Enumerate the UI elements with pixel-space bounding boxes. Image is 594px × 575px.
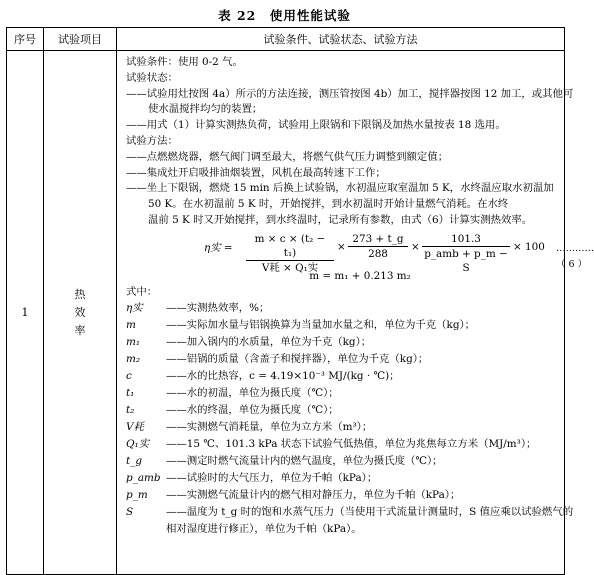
header-row (7, 28, 565, 51)
definition-text: ——实测热效率，%； (166, 302, 270, 315)
status-line: ——试验用灶按图 4a）所示的方法连接，测压管按图 4b）加工，搅拌器按图 12 加工，或其他可 (126, 87, 574, 100)
definition-symbol: p_m (126, 489, 148, 502)
definition-text: ——水的比热容，c = 4.19×10⁻³ MJ/(kg · ℃)； (166, 370, 400, 383)
fraction-numerator: 101.3 (422, 232, 510, 247)
definition-symbol: η实 (126, 302, 143, 315)
method-line: ——点燃燃烧器，燃气阀门调至最大，将燃气供气压力调整到额定值； (126, 150, 449, 163)
definition-text: ——水的终温，单位为摄氏度（℃）； (166, 404, 339, 417)
symbol-definitions (126, 300, 574, 538)
definition-text: ——测定时燃气流量计内的燃气温度，单位为摄氏度（℃）； (166, 455, 443, 468)
definition-item (126, 470, 560, 487)
definition-item (126, 317, 560, 334)
fraction-numerator: m × c × (t₂ − t₁) (246, 232, 334, 261)
status-line: 使水温搅拌均匀的装置； (148, 103, 263, 116)
header-no: 序号 (7, 28, 44, 51)
table-row (7, 51, 565, 575)
definition-symbol: c (126, 370, 132, 383)
method-label: 试验方法： (126, 134, 178, 147)
definition-item (126, 385, 560, 402)
method-line: ——坐上下限锅，燃烧 15 min 后换上试验锅，水初温应取室温加 5 K，水终温应取水初温加 (126, 182, 554, 195)
definition-symbol: m₂ (126, 353, 141, 366)
formula-tail: × 100 (513, 240, 545, 253)
status-line: ——用式（1）计算实测热负荷，试验用上限锅和下限锅及加热水量按表 18 选用。 (126, 119, 506, 132)
row-number: 1 (7, 51, 44, 575)
definition-item (126, 334, 560, 351)
conditions-text: 试验条件：使用 0-2 气。 (126, 56, 243, 68)
definition-item (126, 351, 560, 368)
row-content (117, 51, 594, 575)
definition-item (126, 300, 560, 317)
definition-symbol: S (126, 506, 134, 519)
fraction-numerator: 273 + t_g (348, 232, 408, 247)
method-line: 温前 5 K 时又开始搅拌，到水终温时，记录所有参数，由式（6）计算实测热效率。 (148, 213, 533, 226)
definition-text: ——实测燃气流量计内的燃气相对静压力，单位为千帕（kPa）； (166, 489, 461, 502)
definition-symbol: t₁ (126, 387, 135, 400)
definition-symbol: t_g (126, 455, 143, 468)
item-char: 热 (74, 287, 86, 301)
formula-fraction-2 (348, 232, 408, 261)
definition-symbol: m (126, 319, 136, 332)
definition-item (126, 521, 560, 538)
times-sign: × (411, 240, 420, 253)
definition-item (126, 504, 574, 521)
fraction-denominator: 288 (368, 247, 388, 260)
mass-formula: m = m₁ + 0.213 m₂ (309, 269, 411, 282)
definition-text: ——实测燃气消耗量，单位为立方米（m³）； (166, 421, 373, 434)
definition-text: ——加入锅内的水质量，单位为千克（kg）； (166, 336, 372, 349)
definition-text: ——实际加水量与铝锅换算为当量加水量之和，单位为千克（kg）； (166, 319, 476, 332)
header-item: 试验项目 (44, 28, 117, 51)
definition-symbol: V耗 (126, 421, 144, 434)
definition-symbol: p_amb (126, 472, 161, 485)
item-char: 率 (74, 323, 86, 337)
definition-text: ——温度为 t_g 时的饱和水蒸气压力（当使用干式流量计测量时，S 值应乘以试验燃气的 (166, 506, 574, 519)
method-line: ——集成灶开启吸排油烟装置，风机在最高转速下工作； (126, 166, 386, 179)
definition-text: ——水的初温，单位为摄氏度（℃）； (166, 387, 339, 400)
status-label: 试验状态： (126, 71, 178, 84)
definition-text: 相对湿度进行修正），单位为千帕（kPa）。 (166, 523, 362, 536)
where-label: 式中： (126, 285, 158, 298)
row-item (44, 51, 117, 575)
method-line: 50 K。在水初温前 5 K 时，开始搅拌，到水初温时开始计量燃气消耗。在水终 (148, 198, 509, 211)
definition-item (126, 436, 560, 453)
equation-number: …………（ 6 ） (556, 242, 594, 270)
header-content: 试验条件、试验状态、试验方法 (117, 28, 565, 51)
performance-test-table (6, 27, 594, 575)
definition-item (126, 487, 560, 504)
definition-item (126, 419, 560, 436)
definition-text: ——15 ℃、101.3 kPa 状态下试验气低热值，单位为兆焦每立方米（MJ/m³）； (166, 438, 537, 451)
formula-eta: η实 = (204, 241, 233, 254)
fraction-denominator: p_amb + p_m − S (424, 247, 508, 274)
definition-item (126, 402, 560, 419)
definition-text: ——铝锅的质量（含盖子和搅拌器），单位为千克（kg）； (166, 353, 429, 366)
definition-item (126, 368, 560, 385)
definition-item (126, 453, 560, 470)
fraction-denominator: V耗 × Q₁实 (261, 261, 319, 274)
times-sign: × (337, 240, 346, 253)
definition-symbol: t₂ (126, 404, 135, 417)
formula-fraction-1 (246, 232, 334, 275)
item-char: 效 (74, 305, 86, 319)
efficiency-formula (126, 229, 594, 274)
definition-text: ——试验时的大气压力，单位为千帕（kPa）； (166, 472, 378, 485)
definition-symbol: m₁ (126, 336, 141, 349)
table-title: 表 22 使用性能试验 (218, 8, 351, 23)
definition-symbol: Q₁实 (126, 438, 150, 451)
formula-fraction-3 (422, 232, 510, 275)
